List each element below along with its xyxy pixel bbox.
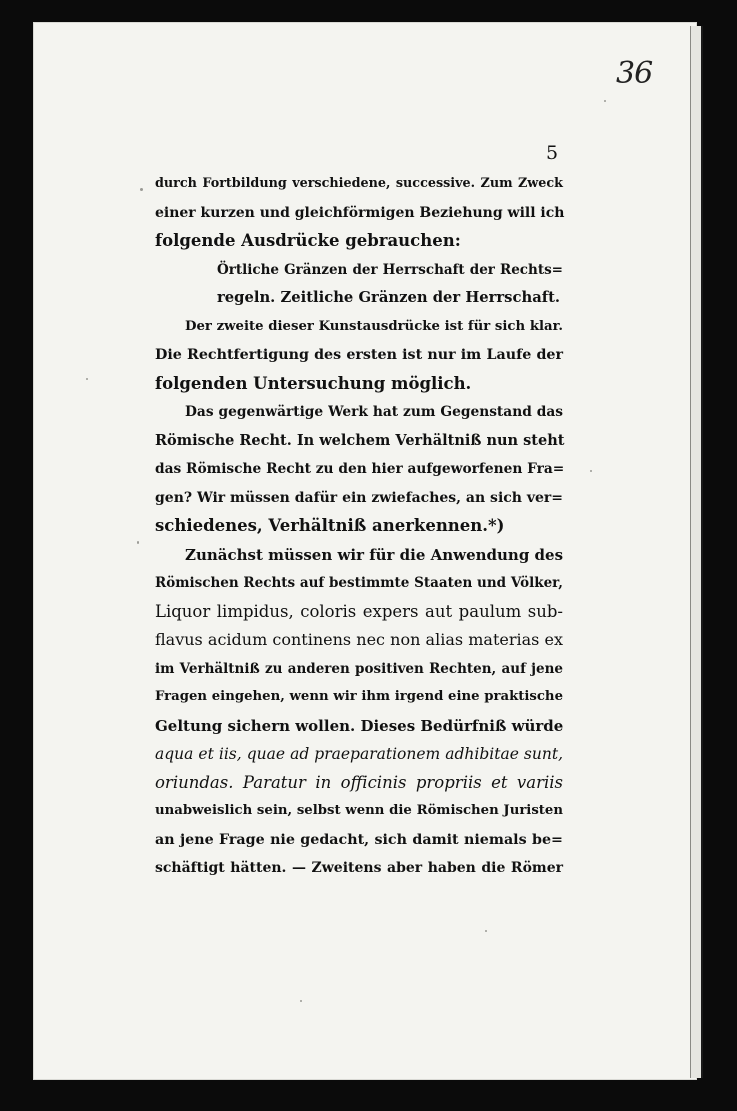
text-line: unabweislich sein, selbst wenn die Römischen Juristen bbox=[155, 803, 563, 818]
page-number: 5 bbox=[546, 142, 559, 164]
page-body-text bbox=[155, 170, 563, 883]
text-line: schiedenes, Verhältniß anerkennen.*) bbox=[155, 516, 505, 535]
text-line: Der zweite dieser Kunstausdrücke ist für sich klar. bbox=[185, 318, 563, 334]
paper-speck bbox=[300, 1000, 302, 1002]
text-line: im Verhältniß zu anderen positiven Rechten, auf jene bbox=[155, 660, 563, 677]
text-line: Römische Recht. In welchem Verhältniß nun steht bbox=[155, 431, 565, 449]
page-edge bbox=[690, 26, 703, 1078]
text-line: Örtliche Gränzen der Herrschaft der Rechts= bbox=[217, 261, 563, 278]
text-line: Römischen Rechts auf bestimmte Staaten und Völker, bbox=[155, 575, 563, 591]
text-line: Fragen eingehen, wenn wir ihm irgend eine praktische bbox=[155, 689, 563, 704]
archive-page-number: 36 bbox=[616, 56, 653, 91]
text-line: Geltung sichern wollen. Dieses Bedürfniß würde bbox=[155, 716, 564, 735]
text-line: durch Fortbildung verschiedene, successive. Zum Zweck bbox=[155, 176, 563, 191]
paper-speck bbox=[590, 470, 592, 472]
paper-speck bbox=[604, 100, 606, 102]
text-line: Liquor limpidus, coloris expers aut paulum sub- bbox=[155, 601, 563, 621]
paper-speck bbox=[140, 188, 143, 191]
paper-speck bbox=[485, 930, 487, 932]
paper-speck bbox=[137, 541, 139, 544]
text-line: schäftigt hätten. — Zweitens aber haben die Römer bbox=[155, 860, 563, 876]
text-line: gen? Wir müssen dafür ein zwiefaches, an sich ver= bbox=[155, 489, 563, 506]
text-line: Das gegenwärtige Werk hat zum Gegenstand das bbox=[185, 404, 563, 420]
text-line: folgende Ausdrücke gebrauchen: bbox=[155, 231, 461, 250]
text-line: oriundas. Paratur in officinis propriis et variis bbox=[155, 772, 563, 792]
text-line: aqua et iis, quae ad praeparationem adhibitae sunt, bbox=[155, 745, 563, 763]
text-line: an jene Frage nie gedacht, sich damit niemals be= bbox=[155, 831, 563, 848]
text-line: Die Rechtfertigung des ersten ist nur im Laufe der bbox=[155, 347, 563, 363]
text-line: das Römische Recht zu den hier aufgeworfenen Fra= bbox=[155, 461, 565, 477]
text-line: Zunächst müssen wir für die Anwendung des bbox=[185, 545, 564, 564]
paper-speck bbox=[86, 378, 88, 380]
text-line: folgenden Untersuchung möglich. bbox=[155, 373, 472, 393]
text-line: regeln. Zeitliche Gränzen der Herrschaft. bbox=[217, 289, 561, 306]
text-line: einer kurzen und gleichförmigen Beziehung will ich bbox=[155, 204, 565, 221]
text-line: flavus acidum continens nec non alias materias ex bbox=[155, 630, 563, 649]
